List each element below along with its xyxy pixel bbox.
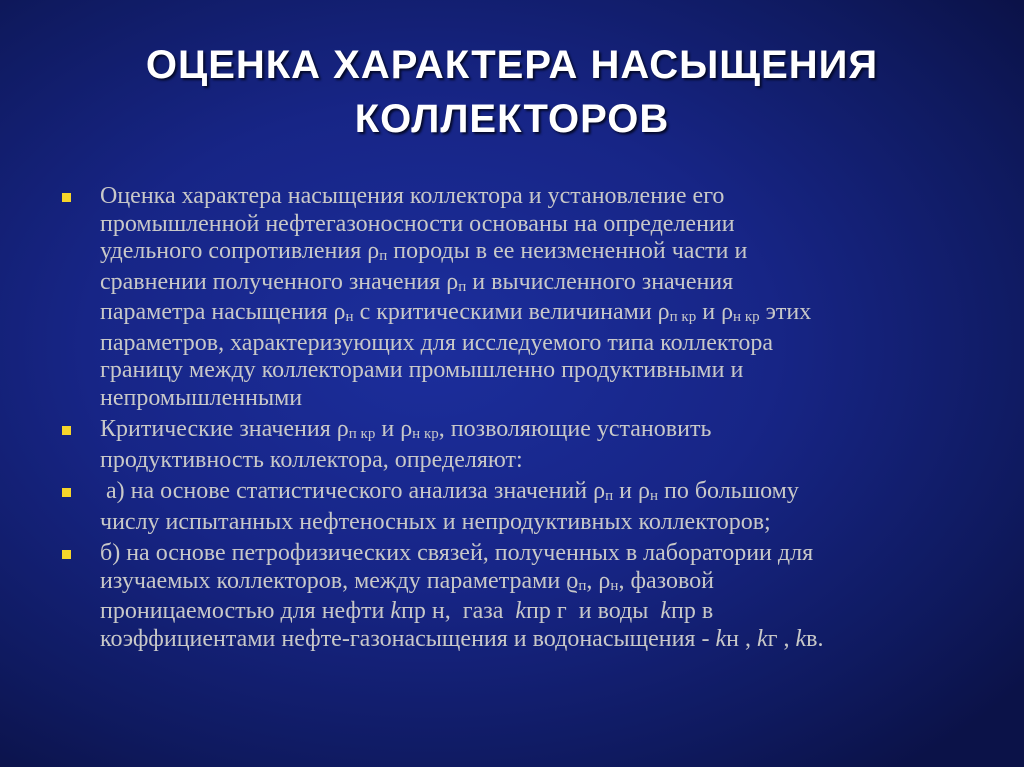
- text-segment: , ρ: [586, 567, 611, 594]
- italic-k: k: [390, 598, 402, 624]
- text-line: [100, 269, 970, 300]
- text-segment: параметра насыщения ρ: [100, 299, 346, 325]
- bullet-item: [60, 478, 970, 536]
- text-line: [100, 540, 970, 568]
- text-segment: сравнении полученного значения ρ: [100, 268, 459, 295]
- text-line: [100, 183, 970, 211]
- text-segment: коэффициентами нефте-газонасыщения и водонасыщения -: [100, 625, 716, 652]
- text-segment: , фазовой: [618, 567, 714, 594]
- italic-k: k: [756, 625, 768, 652]
- text-segment: промышленной нефтегазоносности основаны на определении: [100, 210, 735, 237]
- text-segment: породы в ее неизмененной части и: [387, 238, 748, 264]
- italic-k: k: [515, 598, 527, 624]
- text-line: [100, 385, 970, 413]
- text-segment: по большому: [657, 478, 799, 504]
- square-bullet-icon: [62, 550, 71, 559]
- text-line: [100, 211, 970, 239]
- subscript: н: [649, 488, 658, 504]
- text-segment: и вычисленного значения: [466, 268, 734, 295]
- subscript: п кр: [348, 426, 376, 442]
- text-segment: и ρ: [696, 299, 734, 325]
- bullet-list: [60, 183, 970, 657]
- text-segment: и ρ: [613, 478, 650, 504]
- text-line: [100, 626, 970, 654]
- subscript: п: [578, 577, 587, 594]
- text-segment: а) на основе статистического анализа значений ρ: [100, 478, 606, 504]
- subscript: н: [345, 309, 354, 325]
- text-segment: продуктивность коллектора, определяют:: [100, 446, 523, 473]
- text-segment: этих: [759, 299, 812, 325]
- subscript: п кр: [669, 309, 697, 325]
- text-segment: непромышленными: [100, 384, 303, 411]
- text-segment: в.: [806, 625, 824, 652]
- text-segment: пр н, газа: [401, 598, 516, 624]
- subscript: н кр: [412, 426, 439, 442]
- text-segment: числу испытанных нефтеносных и непродуктивных коллекторов;: [100, 508, 771, 535]
- subscript: н: [610, 577, 619, 594]
- text-line: [100, 357, 970, 385]
- text-segment: проницаемостью для нефти: [100, 598, 391, 624]
- text-line: [100, 568, 970, 599]
- text-segment: г ,: [767, 625, 796, 652]
- text-segment: Оценка характера насыщения коллектора и установление его: [100, 183, 725, 209]
- text-segment: пр г и воды: [526, 598, 661, 624]
- square-bullet-icon: [62, 426, 71, 435]
- text-line: [100, 299, 970, 330]
- text-segment: с критическими величинами ρ: [353, 299, 670, 325]
- title-line-1: ОЦЕНКА ХАРАКТЕРА НАСЫЩЕНИЯ: [145, 43, 879, 87]
- text-segment: , позволяющие установить: [438, 416, 712, 442]
- italic-k: k: [660, 598, 672, 624]
- subscript: п: [605, 488, 614, 504]
- text-line: [100, 238, 970, 269]
- slide-title: [60, 38, 964, 146]
- square-bullet-icon: [62, 488, 71, 497]
- square-bullet-icon: [62, 193, 71, 202]
- text-line: [100, 416, 970, 447]
- text-segment: Критические значения ρ: [100, 416, 349, 442]
- subscript: н кр: [733, 309, 760, 325]
- text-segment: пр в: [671, 598, 714, 624]
- text-segment: н ,: [726, 625, 757, 652]
- bullet-item: [60, 183, 970, 412]
- text-segment: и ρ: [375, 416, 413, 442]
- title-line-2: КОЛЛЕКТОРОВ: [354, 97, 670, 141]
- text-segment: параметров, характеризующих для исследуемого типа коллектора: [100, 329, 774, 356]
- text-line: [100, 447, 970, 475]
- italic-k: k: [715, 625, 727, 652]
- bullet-item: [60, 540, 970, 653]
- subscript: п: [458, 278, 467, 295]
- text-line: [100, 330, 970, 358]
- italic-k: k: [795, 625, 807, 652]
- text-line: [100, 509, 970, 537]
- text-line: [100, 598, 970, 626]
- text-segment: б) на основе петрофизических связей, полученных в лаборатории для: [100, 540, 814, 566]
- text-segment: границу между коллекторами промышленно продуктивными и: [100, 357, 744, 383]
- bullet-item: [60, 416, 970, 474]
- text-line: [100, 478, 970, 509]
- text-segment: изучаемых коллекторов, между параметрами ϱ: [100, 567, 579, 594]
- subscript: п: [379, 248, 388, 264]
- text-segment: удельного сопротивления ρ: [100, 238, 380, 264]
